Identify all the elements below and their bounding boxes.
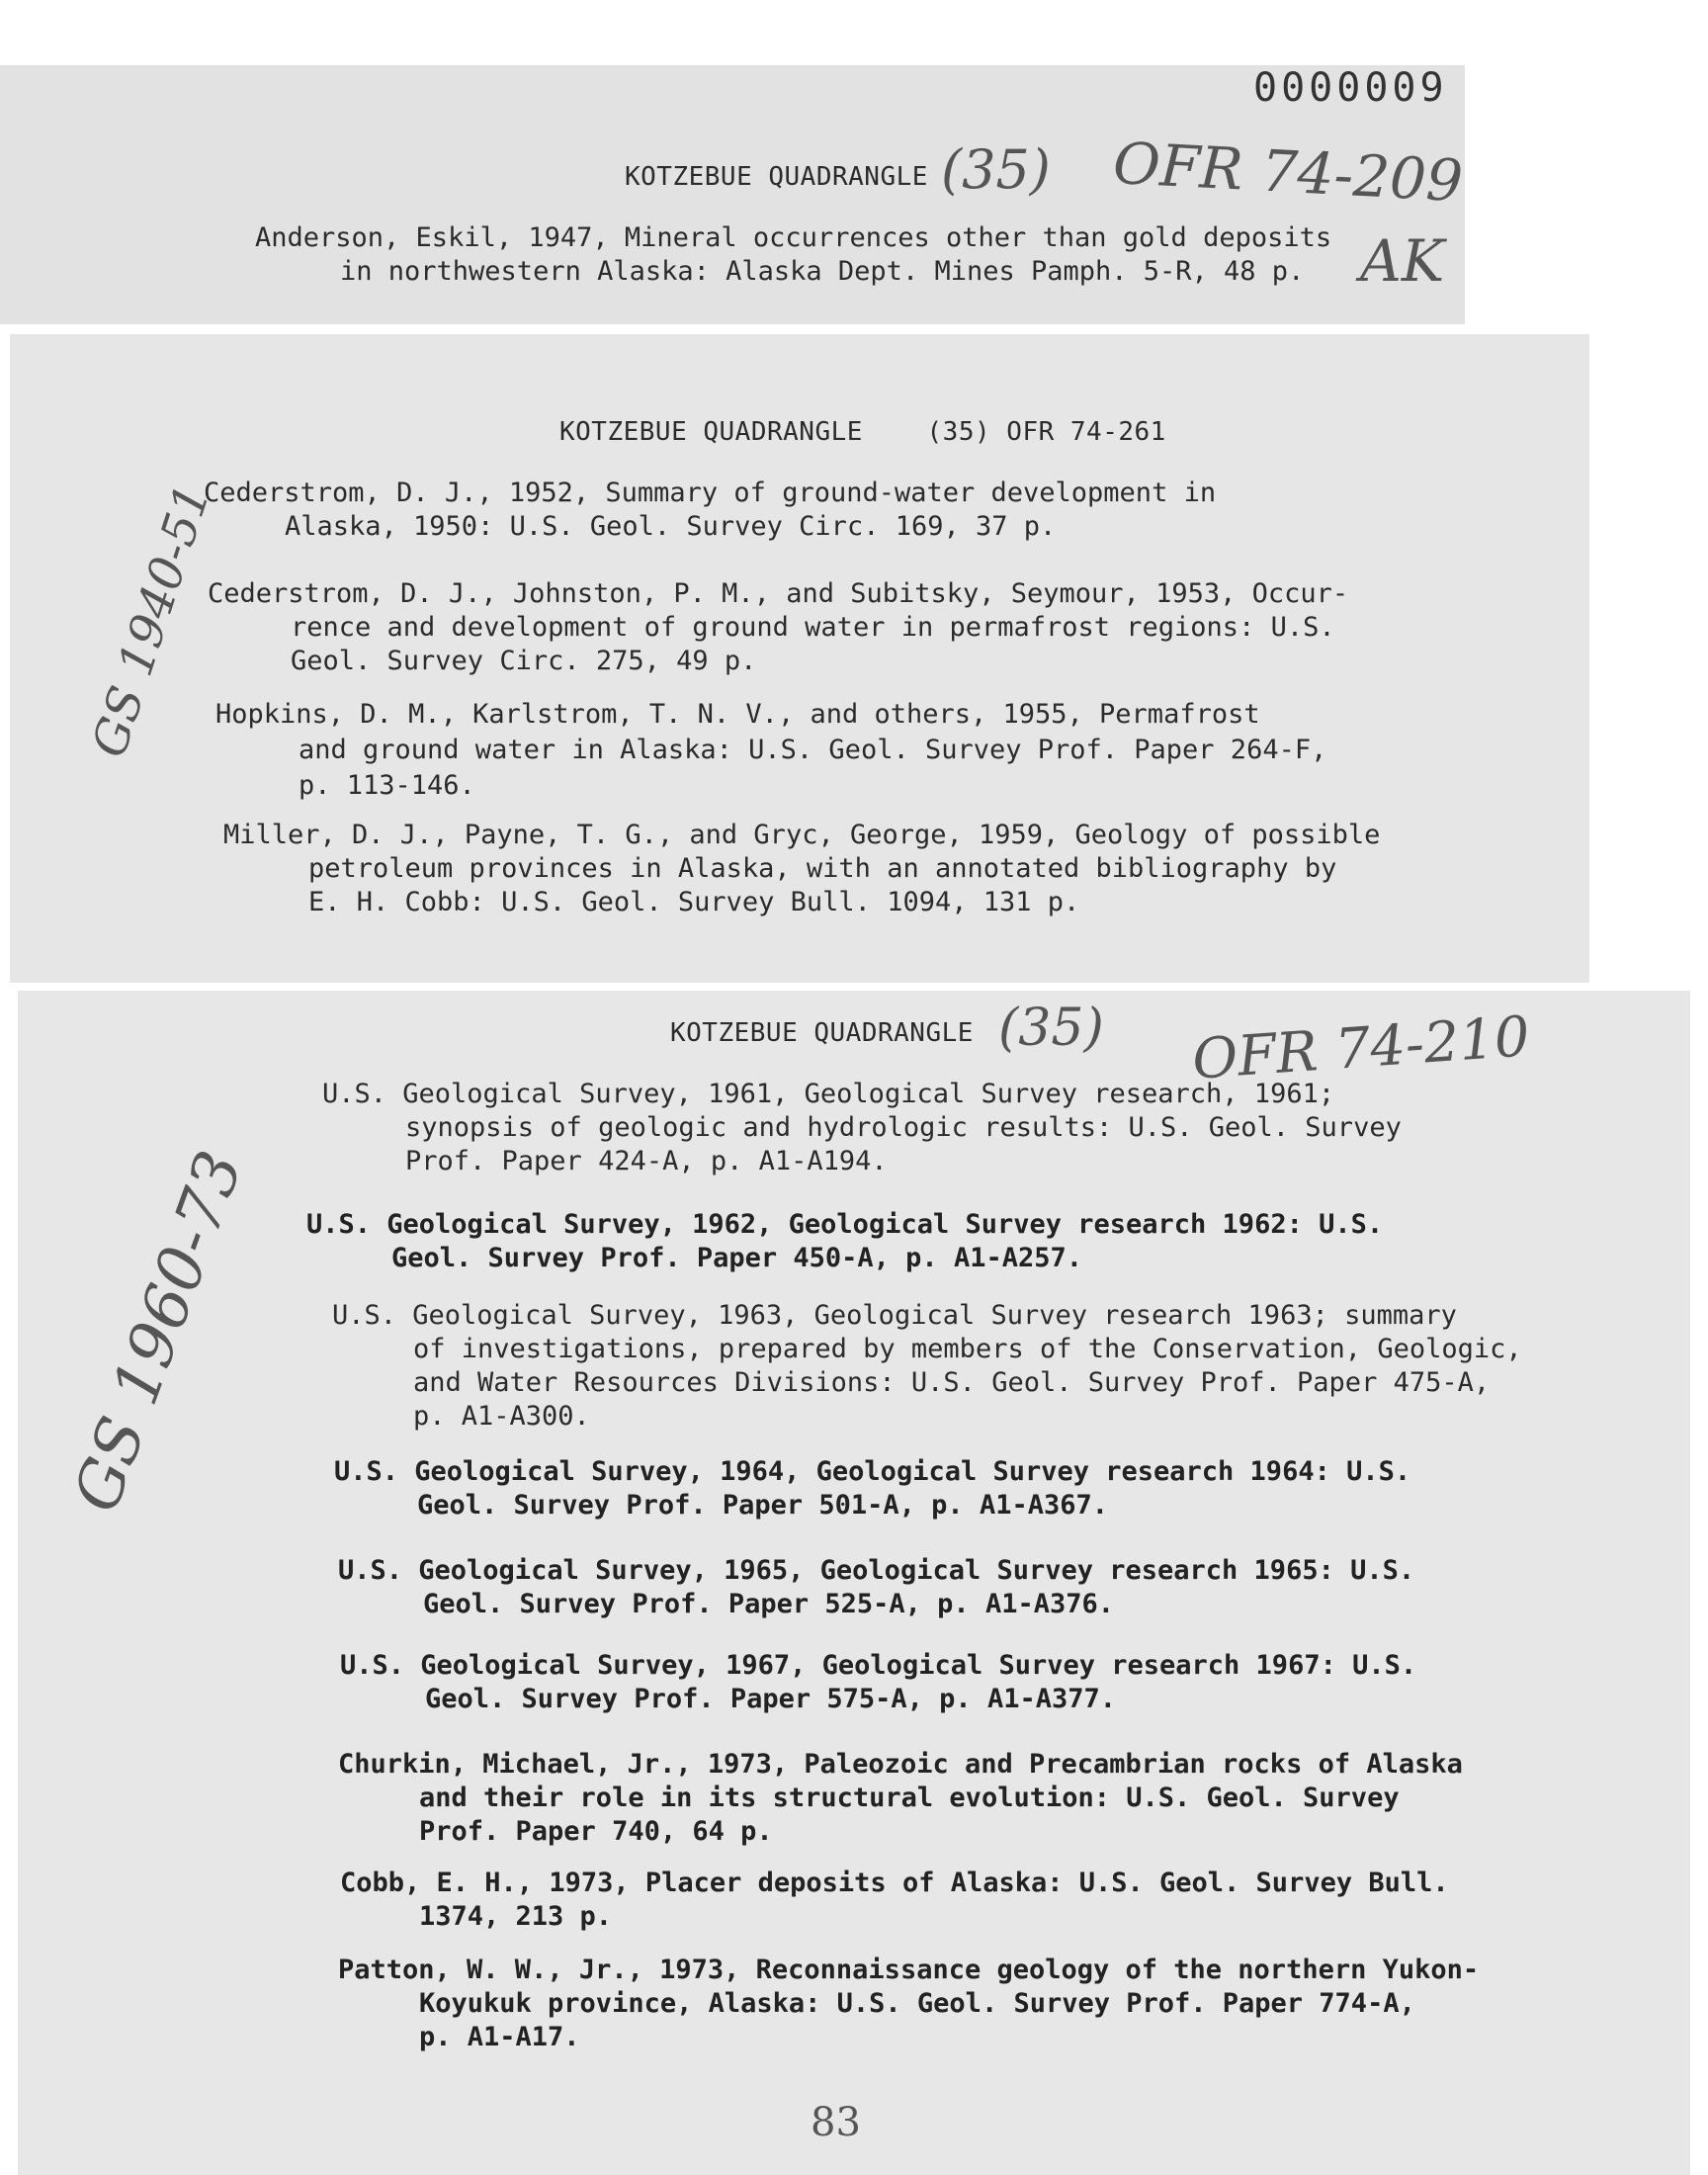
card2-entry2-line1: Cederstrom, D. J., Johnston, P. M., and Subitsky, Seymour, 1953, Occur-: [208, 578, 1349, 609]
card2-entry4-line1: Miller, D. J., Payne, T. G., and Gryc, George, 1959, Geology of possible: [223, 820, 1381, 850]
card3-entry7-line3: Prof. Paper 740, 64 p.: [419, 1816, 773, 1847]
card2-entry3-line2: and ground water in Alaska: U.S. Geol. Survey Prof. Paper 264-F,: [299, 735, 1327, 765]
card3-entry6-line1: U.S. Geological Survey, 1967, Geological Survey research 1967: U.S.: [340, 1650, 1417, 1681]
card2-entry4-line3: E. H. Cobb: U.S. Geol. Survey Bull. 1094, 131 p.: [308, 887, 1080, 917]
page-number: 83: [811, 2100, 861, 2145]
stamp-number: 0000009: [1253, 65, 1448, 111]
card3-entry2-line2: Geol. Survey Prof. Paper 450-A, p. A1-A257.: [391, 1243, 1082, 1273]
card1-entry-line-1: Anderson, Eskil, 1947, Mineral occurrences other than gold deposits: [255, 222, 1332, 253]
card2-entry3-line1: Hopkins, D. M., Karlstrom, T. N. V., and others, 1955, Permafrost: [215, 699, 1260, 730]
card3-entry9-line2: Koyukuk province, Alaska: U.S. Geol. Survey Prof. Paper 774-A,: [419, 1988, 1415, 2019]
card3-entry8-line2: 1374, 213 p.: [419, 1901, 613, 1932]
card3-entry3-line4: p. A1-A300.: [413, 1401, 590, 1432]
card2-entry2-line2: rence and development of ground water in permafrost regions: U.S.: [291, 612, 1335, 643]
card3-entry5-line1: U.S. Geological Survey, 1965, Geological Survey research 1965: U.S.: [338, 1555, 1415, 1586]
card3-entry6-line2: Geol. Survey Prof. Paper 575-A, p. A1-A377.: [425, 1684, 1116, 1714]
card2-entry2-line3: Geol. Survey Circ. 275, 49 p.: [291, 646, 757, 676]
card3-entry1-line3: Prof. Paper 424-A, p. A1-A194.: [405, 1146, 888, 1176]
card3-entry1-line1: U.S. Geological Survey, 1961, Geological Survey research, 1961;: [322, 1079, 1335, 1109]
card3-entry3-line1: U.S. Geological Survey, 1963, Geological Survey research 1963; summary: [332, 1300, 1457, 1331]
card2-handwritten-margin: GS 1940-51: [81, 478, 221, 764]
card3-entry8-line1: Cobb, E. H., 1973, Placer deposits of Alaska: U.S. Geol. Survey Bull.: [340, 1868, 1449, 1898]
card3-handwritten-number: (35): [998, 999, 1104, 1058]
card3-entry7-line1: Churkin, Michael, Jr., 1973, Paleozoic and Precambrian rocks of Alaska: [338, 1749, 1463, 1780]
card2-heading: KOTZEBUE QUADRANGLE (35) OFR 74-261: [559, 417, 1166, 447]
card1-heading: KOTZEBUE QUADRANGLE: [625, 162, 928, 192]
card3-handwritten-ofr: OFR 74-210: [1190, 1004, 1532, 1092]
card3-handwritten-margin: GS 1960-73: [59, 1142, 258, 1522]
card3-entry7-line2: and their role in its structural evolution: U.S. Geol. Survey: [419, 1783, 1400, 1813]
card2-entry1-line1: Cederstrom, D. J., 1952, Summary of ground-water development in: [204, 478, 1217, 508]
card3-entry9-line1: Patton, W. W., Jr., 1973, Reconnaissance geology of the northern Yukon-: [338, 1955, 1480, 1985]
card1-entry-line-2: in northwestern Alaska: Alaska Dept. Mines Pamph. 5-R, 48 p.: [340, 256, 1305, 287]
card3-entry1-line2: synopsis of geologic and hydrologic results: U.S. Geol. Survey: [405, 1112, 1402, 1143]
card1-handwritten-number: (35): [941, 138, 1051, 201]
card3-entry2-line1: U.S. Geological Survey, 1962, Geological Survey research 1962: U.S.: [306, 1209, 1384, 1240]
card3-entry4-line2: Geol. Survey Prof. Paper 501-A, p. A1-A367.: [417, 1490, 1108, 1521]
card3-entry5-line2: Geol. Survey Prof. Paper 525-A, p. A1-A376.: [423, 1589, 1114, 1619]
card3-entry3-line3: and Water Resources Divisions: U.S. Geol. Survey Prof. Paper 475-A,: [413, 1367, 1491, 1398]
card2-entry1-line2: Alaska, 1950: U.S. Geol. Survey Circ. 169, 37 p.: [285, 511, 1057, 542]
card1-handwritten-ofr: OFR 74-209: [1111, 129, 1465, 216]
card3-entry4-line1: U.S. Geological Survey, 1964, Geological Survey research 1964: U.S.: [334, 1456, 1411, 1487]
card3-entry3-line2: of investigations, prepared by members of the Conservation, Geologic,: [413, 1334, 1522, 1364]
card3-heading: KOTZEBUE QUADRANGLE: [670, 1018, 974, 1048]
card1-handwritten-ak: AK: [1360, 227, 1445, 295]
card2-entry4-line2: petroleum provinces in Alaska, with an annotated bibliography by: [308, 853, 1337, 884]
card2-entry3-line3: p. 113-146.: [299, 770, 475, 801]
card3-entry9-line3: p. A1-A17.: [419, 2022, 580, 2052]
